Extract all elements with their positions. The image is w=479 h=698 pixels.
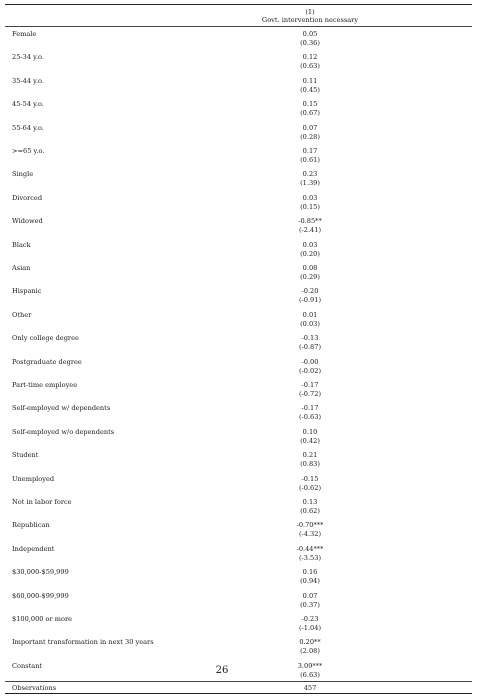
row-label: 35-44 y.o. (12, 76, 44, 85)
table-row (0, 217, 479, 240)
table-row (0, 568, 479, 591)
row-label: $30,000-$59,999 (12, 568, 69, 577)
row-statistic: (-0.72) (298, 390, 322, 398)
observations-value: 457 (303, 684, 317, 692)
table-row (0, 100, 479, 123)
row-coefficient: -0.13 (301, 334, 319, 343)
row-statistic: (-0.62) (298, 483, 322, 492)
table-row (0, 638, 479, 661)
table-row (0, 475, 479, 498)
row-coefficient: 0.03 (302, 240, 318, 249)
row-coefficient: 0.20** (299, 638, 321, 647)
table-row (0, 451, 479, 474)
row-statistic: (1.39) (300, 179, 320, 188)
table-row (0, 404, 479, 427)
observations-rule (5, 681, 472, 682)
row-label: 25-34 y.o. (12, 53, 44, 62)
row-coefficient: 0.12 (302, 53, 318, 62)
row-statistic: (0.15) (300, 202, 320, 211)
row-label: Female (12, 30, 37, 38)
row-label: Constant (12, 661, 43, 670)
row-coefficient: 0.03 (302, 193, 318, 202)
row-coefficient: -0.17 (301, 381, 319, 389)
row-statistic: (0.61) (300, 156, 320, 164)
row-label: Asian (12, 264, 31, 272)
observations-label: Observations (12, 684, 57, 692)
row-statistic: (0.63) (300, 62, 320, 71)
row-coefficient: 0.10 (302, 427, 318, 436)
row-coefficient: 0.05 (302, 30, 318, 38)
table-row (0, 77, 479, 100)
row-statistic: (0.67) (300, 109, 320, 118)
row-statistic: (-0.63) (298, 413, 322, 422)
row-label: Self-employed w/ dependents (12, 404, 111, 413)
row-label: $100,000 or more (12, 615, 73, 623)
row-label: Widowed (12, 217, 43, 226)
row-label: 55-64 y.o. (12, 123, 44, 132)
table-row (0, 381, 479, 404)
table-row (0, 521, 479, 544)
row-label: Divorced (12, 193, 43, 202)
row-statistic: (0.45) (300, 85, 320, 94)
row-coefficient: -0.15 (301, 474, 319, 483)
row-statistic: (-0.91) (298, 296, 322, 305)
row-statistic: (0.62) (300, 507, 320, 515)
row-label: Unemployed (12, 474, 55, 483)
row-statistic: (0.28) (300, 132, 320, 141)
table-row (0, 334, 479, 357)
row-statistic: (0.03) (300, 319, 320, 328)
row-coefficient: 3.09*** (297, 661, 323, 670)
row-coefficient: 0.01 (302, 310, 318, 319)
row-statistic: (0.37) (300, 600, 320, 609)
row-coefficient: 0.17 (302, 147, 318, 155)
row-coefficient: -0.70*** (296, 521, 324, 530)
row-statistic: (-0.87) (298, 343, 322, 352)
table-row (0, 498, 479, 521)
table-row (0, 170, 479, 193)
row-label: >=65 y.o. (12, 147, 45, 155)
row-label: Not in labor force (12, 498, 72, 506)
row-label: Single (12, 170, 34, 179)
row-statistic: (-0.02) (298, 366, 322, 375)
row-coefficient: -0.17 (301, 404, 319, 413)
row-statistic: (0.94) (300, 577, 320, 586)
row-label: Other (12, 310, 32, 319)
page-number: 26 (215, 665, 229, 676)
row-coefficient: -0.85** (298, 217, 322, 226)
row-coefficient: -0.23 (301, 615, 319, 623)
row-coefficient: 0.23 (302, 170, 318, 179)
row-label: Student (12, 451, 39, 460)
row-coefficient: 0.15 (302, 100, 318, 109)
row-label: 45-54 y.o. (12, 100, 44, 109)
row-coefficient: 0.08 (302, 264, 318, 272)
row-coefficient: 0.21 (302, 451, 318, 460)
row-statistic: (0.20) (300, 249, 320, 258)
row-coefficient: -0.00 (301, 357, 319, 366)
table-row (0, 287, 479, 310)
row-statistic: (-2.41) (298, 226, 322, 235)
table-row (0, 241, 479, 264)
table-bottom-rule (5, 693, 472, 694)
row-statistic: (0.36) (300, 39, 320, 47)
row-label: Independent (12, 544, 55, 553)
row-statistic: (-1.04) (298, 624, 322, 632)
row-statistic: (-3.53) (298, 553, 322, 562)
table-row (0, 592, 479, 615)
row-statistic: (0.29) (300, 273, 320, 281)
column-number: (1) (305, 8, 315, 16)
table-row (0, 358, 479, 381)
table-row (0, 30, 479, 53)
row-coefficient: 0.07 (302, 591, 318, 600)
row-statistic: (0.42) (300, 436, 320, 445)
table-row (0, 264, 479, 287)
row-coefficient: 0.16 (302, 568, 318, 577)
header-rule (5, 26, 472, 27)
row-label: Only college degree (12, 334, 79, 343)
row-label: Self-employed w/o dependents (12, 427, 115, 436)
row-statistic: (-4.32) (298, 530, 322, 539)
row-label: Black (12, 240, 31, 249)
row-label: Republican (12, 521, 50, 530)
table-row (0, 147, 479, 170)
table-row (0, 53, 479, 76)
row-label: $60,000-$99,999 (12, 591, 69, 600)
table-row (0, 194, 479, 217)
table-row (0, 124, 479, 147)
row-coefficient: 0.07 (302, 123, 318, 132)
table-top-rule (5, 4, 472, 5)
column-title: Govt. intervention necessary (261, 16, 359, 24)
row-label: Hispanic (12, 287, 42, 296)
row-coefficient: 0.13 (302, 498, 318, 506)
table-row (0, 311, 479, 334)
row-statistic: (2.08) (300, 647, 320, 656)
table-row (0, 615, 479, 638)
row-statistic: (0.83) (300, 460, 320, 469)
table-row (0, 428, 479, 451)
row-label: Part-time employee (12, 381, 78, 389)
row-coefficient: -0.44*** (296, 544, 324, 553)
row-coefficient: 0.11 (302, 76, 318, 85)
row-coefficient: -0.20 (301, 287, 319, 296)
row-label: Important transformation in next 30 years (12, 638, 154, 647)
row-label: Postgraduate degree (12, 357, 82, 366)
row-statistic: (6.63) (300, 670, 320, 679)
table-row (0, 545, 479, 568)
